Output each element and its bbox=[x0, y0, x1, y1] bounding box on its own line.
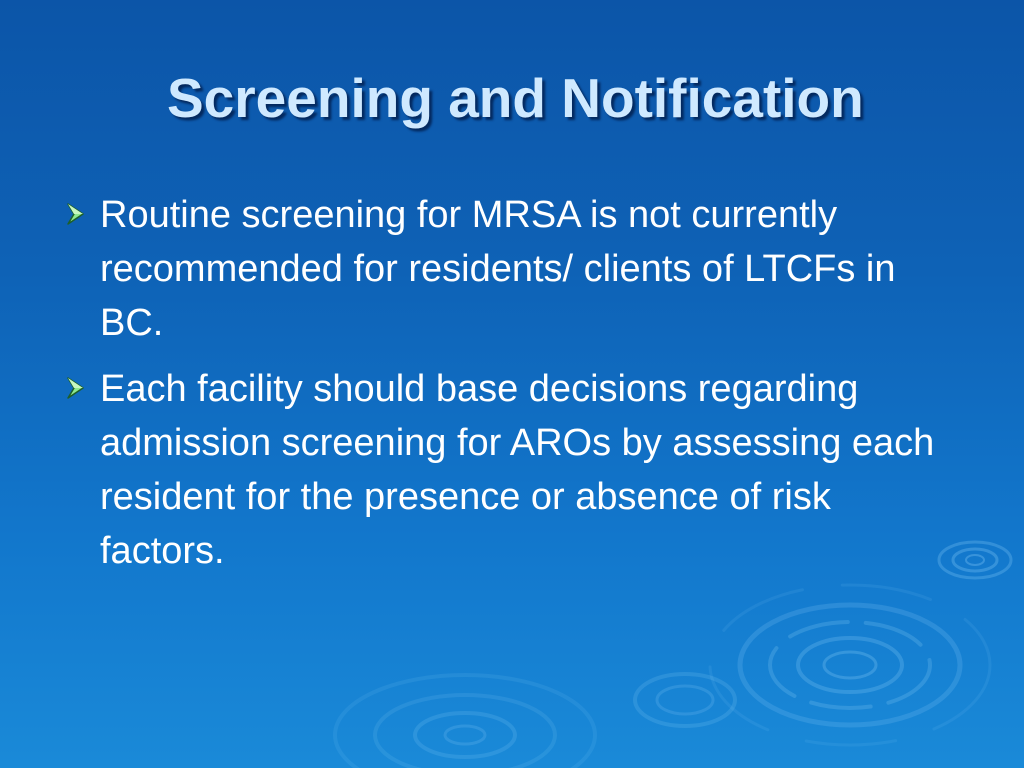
bullet-text: Each facility should base decisions regarding admission screening for AROs by assessing each resident for the presence or absence of risk factors. bbox=[100, 368, 935, 572]
arrow-bullet-icon bbox=[62, 201, 92, 227]
bullet-item bbox=[62, 362, 942, 578]
bullet-item bbox=[62, 188, 942, 350]
slide-title: Screening and Notification bbox=[167, 67, 864, 129]
bullet-text: Routine screening for MRSA is not currently recommended for residents/ clients of LTCFs in BC. bbox=[100, 194, 896, 344]
arrow-bullet-icon bbox=[62, 375, 92, 401]
bullet-list bbox=[62, 188, 942, 590]
